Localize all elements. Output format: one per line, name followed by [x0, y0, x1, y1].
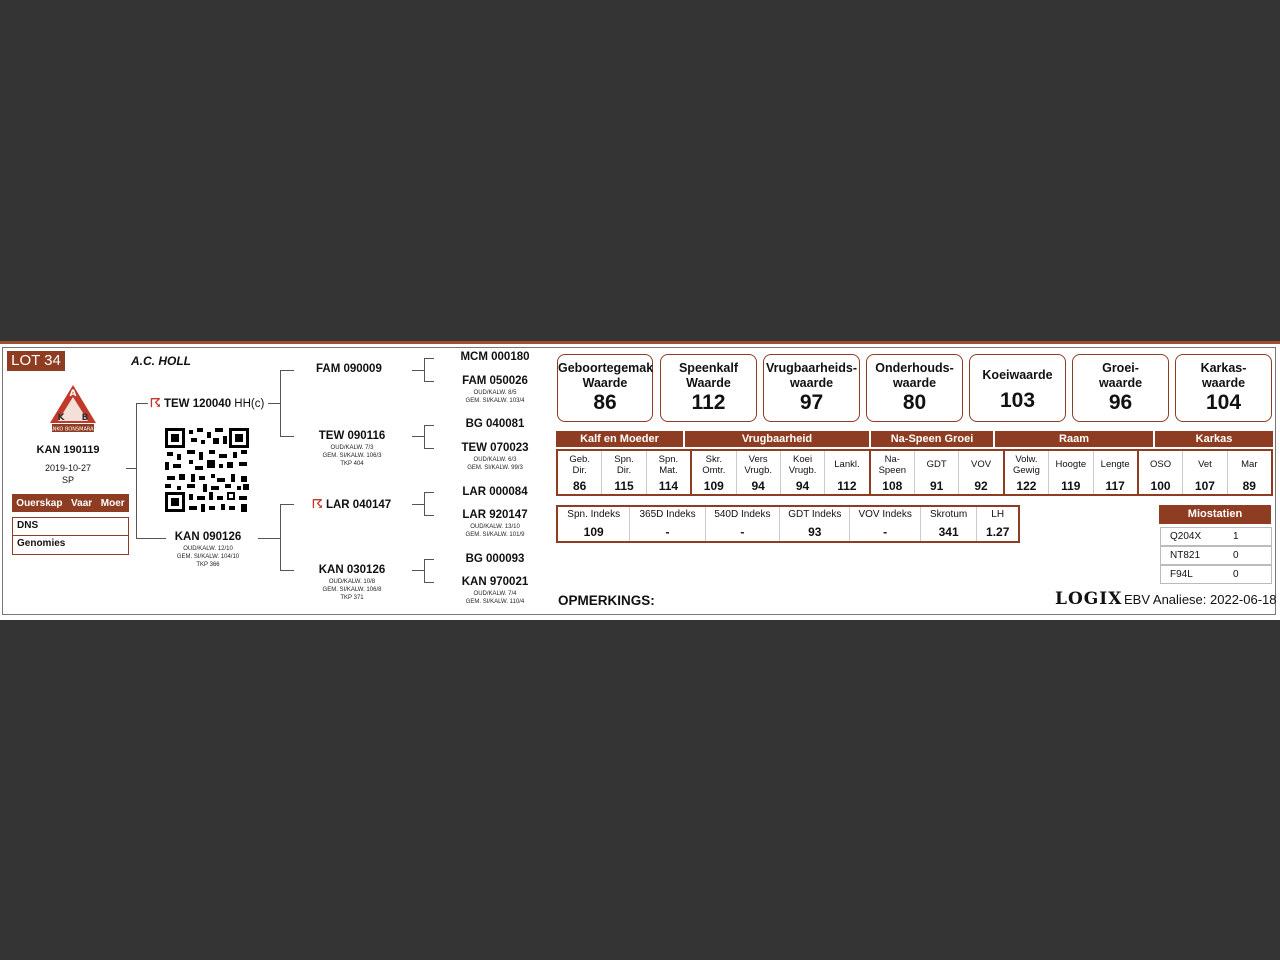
- lot-badge: LOT 34: [7, 351, 65, 371]
- miostatien-value: 0: [1233, 550, 1239, 561]
- ebv-column: [602, 451, 646, 494]
- value-box-value: 97: [799, 391, 824, 414]
- connector-line: [280, 370, 294, 371]
- connector-line: [424, 381, 434, 382]
- index-header: Skrotum: [930, 509, 968, 520]
- logo-text: ANKO BONSMARAS: [49, 426, 97, 433]
- index-header: Spn. Indeks: [567, 509, 621, 520]
- value-box-groei: [1072, 354, 1169, 422]
- ebv-header: Vet: [1198, 459, 1212, 470]
- ebv-value: 108: [882, 479, 903, 493]
- connector-line: [258, 538, 280, 539]
- index-column: [706, 507, 780, 541]
- dsd-detail-1: OUD/KALW. 13/10: [470, 524, 520, 530]
- miostatien-row: [1160, 527, 1272, 546]
- miostatien-value: 1: [1233, 531, 1239, 542]
- value-box-label: Geboortegemak Waarde: [558, 361, 654, 390]
- connector-line: [268, 403, 280, 404]
- connector-line: [412, 570, 424, 571]
- owner-name: A.C. HOLL: [131, 354, 191, 368]
- animal-id: KAN 190119: [36, 444, 100, 456]
- parentage-dam: Moer: [100, 497, 125, 509]
- ebv-value: 92: [974, 479, 988, 493]
- sire-dam-detail-3: TKP 404: [340, 461, 364, 467]
- ebv-header: Geb. Dir.: [569, 453, 590, 476]
- logo-letter-a: A: [69, 389, 77, 399]
- sire-dam-id: TEW 090116: [318, 430, 386, 442]
- ebv-header: Lankl.: [834, 459, 860, 470]
- dam-dam-detail: [302, 578, 402, 602]
- connector-line: [280, 504, 294, 505]
- dam-dam-detail-1: OUD/KALW. 10/8: [328, 579, 376, 585]
- dsd-id: LAR 920147: [462, 509, 528, 521]
- logix-logo: LOGIX: [1055, 589, 1123, 609]
- ebv-column: [781, 451, 825, 494]
- logo-letter-k: K: [57, 413, 65, 423]
- ebv-column: [737, 451, 781, 494]
- qr-code[interactable]: [163, 426, 251, 514]
- index-value: -: [740, 525, 745, 539]
- sire-sire-id: FAM 090009: [316, 363, 382, 375]
- miostatien-key: F94L: [1170, 569, 1193, 580]
- ebv-header: Spn. Dir.: [614, 453, 634, 476]
- sire-dam-detail-2: GEM. SI/KALW. 106/3: [322, 453, 382, 459]
- ebv-value: 112: [837, 479, 857, 493]
- value-box-label: Karkas- waarde: [1200, 361, 1247, 390]
- animal-card: [0, 341, 1280, 620]
- index-table: [556, 505, 1020, 543]
- connector-line: [424, 358, 434, 359]
- index-column: [850, 507, 920, 541]
- index-column: [558, 507, 630, 541]
- ebv-value: 115: [614, 479, 634, 493]
- ebv-header: GDT: [926, 459, 947, 470]
- index-column: [977, 507, 1018, 541]
- ebv-column: [825, 451, 870, 494]
- ebv-value: 119: [1061, 479, 1081, 493]
- ebv-column: [959, 451, 1004, 494]
- index-column: [780, 507, 850, 541]
- ebv-column: [1049, 451, 1093, 494]
- ddd-id: KAN 970021: [461, 576, 529, 588]
- connector-line: [424, 448, 434, 449]
- connector-line: [280, 570, 294, 571]
- dam-sire-id: LAR 040147: [325, 499, 392, 511]
- ebv-table: [556, 449, 1273, 496]
- animal-birth-date: 2019-10-27: [44, 463, 92, 473]
- value-box-value: 80: [902, 391, 927, 414]
- value-box-label: Onderhouds- waarde: [875, 361, 954, 390]
- dss-id: LAR 000084: [462, 486, 528, 498]
- value-box-geboortegemak: [557, 354, 653, 422]
- connector-line: [424, 492, 425, 516]
- value-box-koeiwaarde: [969, 354, 1066, 422]
- index-value: 109: [583, 525, 604, 539]
- ebv-column: [692, 451, 736, 494]
- ebv-value: 94: [751, 479, 765, 493]
- ssd-detail-1: OUD/KALW. 8/5: [473, 390, 517, 396]
- ebv-value: 109: [703, 479, 724, 493]
- sire-dam-detail: [302, 444, 402, 468]
- ebv-value: 107: [1194, 479, 1215, 493]
- value-box-label: Speenkalf Waarde: [678, 361, 739, 390]
- dsd-detail: [440, 523, 550, 539]
- ddd-detail-2: GEM. SI/KALW. 110/4: [465, 599, 525, 605]
- connector-line: [424, 425, 425, 449]
- miostatien-key: NT821: [1170, 550, 1201, 561]
- dam-dam-detail-2: GEM. SI/KALW. 106/8: [322, 587, 382, 593]
- connector-line: [424, 358, 425, 382]
- connector-line: [424, 559, 434, 560]
- value-box-value: 86: [593, 391, 617, 414]
- sire-suffix: HH(c): [234, 398, 265, 410]
- ebv-header: Mar: [1241, 459, 1258, 470]
- breeder-logo: [48, 383, 98, 435]
- miostatien-row: [1160, 546, 1272, 565]
- index-header: VOV Indeks: [858, 509, 912, 520]
- ddd-detail: [440, 590, 550, 606]
- ebv-value: 117: [1105, 479, 1125, 493]
- sire-id: TEW 120040: [163, 398, 232, 410]
- ssd-id: FAM 050026: [462, 375, 528, 387]
- value-box-onderhoud: [866, 354, 963, 422]
- sire-entry: [150, 396, 264, 410]
- connector-line: [412, 504, 424, 505]
- dam-detail-1: OUD/KALW. 12/10: [183, 546, 233, 552]
- dam-detail-3: TKP 366: [196, 562, 220, 568]
- test-dns: DNS: [12, 517, 129, 536]
- ebv-header: Skr. Omtr.: [702, 453, 726, 476]
- ebv-column: [1139, 451, 1183, 494]
- ebv-header: Koei Vrugb.: [788, 453, 817, 476]
- logo-letter-b: B: [81, 413, 89, 423]
- connector-line: [424, 582, 434, 583]
- index-header: 365D Indeks: [639, 509, 696, 520]
- ebv-header: Spn. Mat.: [658, 453, 679, 476]
- index-value: 93: [808, 525, 822, 539]
- dam-detail: [158, 545, 258, 569]
- index-header: 540D Indeks: [714, 509, 771, 520]
- ebv-column: [1005, 451, 1049, 494]
- value-box-value: 104: [1205, 391, 1242, 414]
- miostatien-row: [1160, 565, 1272, 584]
- ebv-column: [647, 451, 692, 494]
- sdd-detail-1: OUD/KALW. 6/3: [473, 457, 517, 463]
- dds-id: BG 000093: [465, 553, 525, 565]
- ebv-column: [915, 451, 959, 494]
- ebv-header: Hoogte: [1055, 459, 1087, 470]
- index-value: -: [665, 525, 670, 539]
- ebv-value: 114: [658, 479, 679, 493]
- index-header: LH: [991, 509, 1005, 520]
- ebv-header: OSO: [1150, 459, 1172, 470]
- connector-line: [136, 538, 166, 539]
- sdd-detail-2: GEM. SI/KALW. 99/3: [467, 465, 523, 471]
- value-box-karkas: [1175, 354, 1272, 422]
- value-box-vrugbaarheid: [763, 354, 860, 422]
- miostatien-value: 0: [1233, 569, 1239, 580]
- analysis-date: EBV Analiese: 2022-06-18: [1124, 592, 1277, 607]
- ebv-value: 94: [795, 479, 810, 493]
- ssd-detail: [440, 389, 550, 405]
- group-vrugbaarheid: Vrugbaarheid: [685, 431, 869, 447]
- connector-line: [424, 425, 434, 426]
- ebv-value: 100: [1150, 479, 1171, 493]
- dam-sire-entry: [312, 497, 391, 511]
- ebv-column: [1228, 451, 1271, 494]
- ebv-column: [1183, 451, 1227, 494]
- index-value: -: [883, 525, 888, 539]
- parentage-label: Ouerskap: [16, 497, 63, 509]
- miostatien-title: Miostatien: [1159, 505, 1271, 524]
- group-kalf-en-moeder: Kalf en Moeder: [556, 431, 683, 447]
- sdd-detail: [440, 456, 550, 472]
- dam-detail-2: GEM. SI/KALW. 104/10: [176, 554, 240, 560]
- ebv-value: 86: [573, 479, 587, 493]
- value-box-speenkalf: [660, 354, 757, 422]
- ssd-detail-2: GEM. SI/KALW. 103/4: [465, 398, 525, 404]
- ebv-header: Na- Speen: [878, 453, 907, 476]
- index-value: 1.27: [986, 525, 1010, 539]
- value-box-label: Vrugbaarheids- waarde: [766, 361, 857, 390]
- genomic-check-icon: ☈: [150, 396, 161, 410]
- connector-line: [280, 504, 281, 571]
- sdd-id: TEW 070023: [461, 442, 529, 454]
- sire-dam-detail-1: OUD/KALW. 7/3: [330, 445, 374, 451]
- remarks-label: OPMERKINGS:: [558, 593, 655, 608]
- connector-line: [280, 370, 281, 437]
- index-header: GDT Indeks: [788, 509, 842, 520]
- index-column: [921, 507, 978, 541]
- ebv-header: VOV: [971, 459, 992, 470]
- dam-dam-id: KAN 030126: [318, 564, 386, 576]
- index-value: 341: [938, 525, 959, 539]
- connector-line: [280, 436, 294, 437]
- value-box-label: Groei- waarde: [1098, 361, 1143, 390]
- ebv-header: Volw. Gewig: [1012, 453, 1040, 476]
- ebv-column: [1094, 451, 1139, 494]
- group-karkas: Karkas: [1155, 431, 1273, 447]
- value-box-value: 96: [1108, 391, 1133, 414]
- miostatien-key: Q204X: [1170, 531, 1202, 542]
- dsd-detail-2: GEM. SI/KALW. 101/9: [465, 532, 525, 538]
- connector-line: [136, 403, 148, 404]
- ebv-header: Lengte: [1100, 459, 1130, 470]
- parentage-sire: Vaar: [71, 497, 93, 509]
- dam-id: KAN 090126: [174, 531, 242, 543]
- connector-line: [126, 468, 136, 469]
- ebv-value: 89: [1242, 479, 1256, 493]
- ebv-value: 91: [930, 479, 944, 493]
- ebv-column: [871, 451, 915, 494]
- connector-line: [412, 370, 424, 371]
- index-column: [630, 507, 705, 541]
- test-genomies: Genomies: [12, 536, 129, 555]
- group-na-speen-groei: Na-Speen Groei: [871, 431, 993, 447]
- connector-line: [424, 515, 434, 516]
- genomic-check-icon: ☈: [312, 497, 323, 511]
- value-box-label: Koeiwaarde: [982, 368, 1053, 382]
- dam-dam-detail-3: TKP 371: [340, 595, 364, 601]
- parentage-bar: [12, 494, 129, 512]
- connector-line: [136, 403, 137, 539]
- value-box-value: 103: [999, 389, 1036, 412]
- connector-line: [424, 492, 434, 493]
- connector-line: [424, 559, 425, 583]
- sss-id: MCM 000180: [460, 351, 530, 363]
- ebv-header: Vers Vrugb.: [744, 453, 772, 476]
- ebv-column: [558, 451, 602, 494]
- ddd-detail-1: OUD/KALW. 7/4: [473, 591, 517, 597]
- card-top-line: [0, 341, 1280, 344]
- value-box-value: 112: [691, 391, 726, 414]
- connector-line: [412, 436, 424, 437]
- animal-code: SP: [61, 475, 74, 485]
- group-raam: Raam: [995, 431, 1153, 447]
- sds-id: BG 040081: [465, 418, 525, 430]
- ebv-value: 122: [1016, 479, 1037, 493]
